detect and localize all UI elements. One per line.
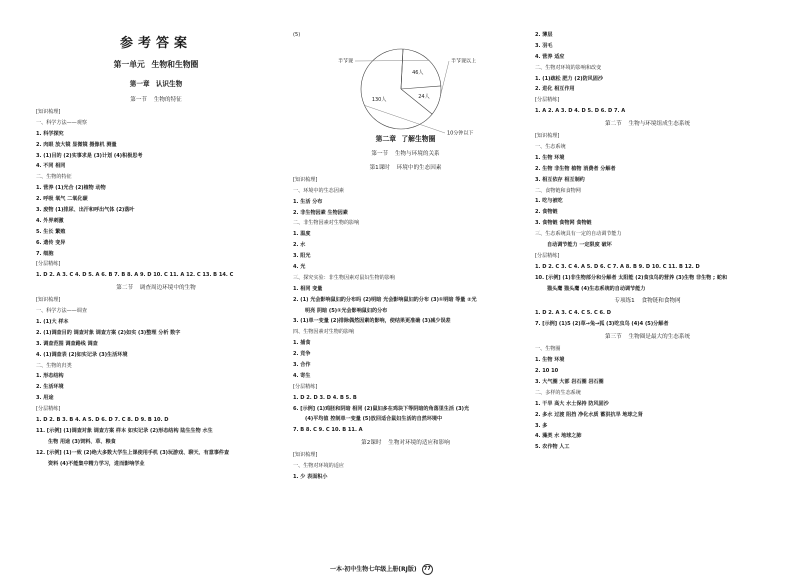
question-number: (5) [293,32,301,38]
answer-line: 2. 食物链 [535,209,558,216]
pie-slice-edge [401,89,432,114]
answer-line: [分层精练] [293,383,318,390]
answer-line: 2. 呼吸 氧气 二氧化碳 [36,196,88,203]
answer-line: 生物 用途 (3)饲料、草、粮食 [48,438,116,445]
answer-column-1 [36,30,276,470]
answer-line: 1. 相同 变量 [293,285,323,292]
answer-line: 二、生物的归类 [36,362,72,369]
answer-line: 2. 10 10 [535,368,559,375]
pie-chart-svg [293,41,518,137]
chapter-title: 第一章 认识生物 [129,80,183,88]
answer-line: 一、环境中的生态因素 [293,187,344,194]
answer-line: 2. 多水 过渡 阻挡 净化水质 蓄洪抗旱 地球之肾 [535,411,643,418]
section-lines [36,295,276,469]
pie-chart [293,41,518,137]
answer-line: 3. 多 [535,422,548,429]
pie-slice-edge [401,49,403,89]
answer-line: 1. 捕食 [293,340,311,347]
answer-line: 7. B 8. C 9. C 10. B 11. A [293,427,363,434]
answer-line: 3. (1)单一变量 (2)排除偶然因素的影响，使结果更准确 (3)减少误差 [293,318,451,325]
answer-line: 四、生物因素对生物的影响 [293,329,355,336]
answer-line: 3. 阳光 [293,253,311,260]
section-title: 第二节 调查周边环境中的生物 [116,285,196,292]
section-lines [535,30,760,117]
answer-line: 2. (1) 光会影响鼠妇的分布吗 (2)明暗 光会影响鼠妇的分布 (3)①明暗 等量 ②光 [293,296,477,303]
answer-line: 1. 形态结构 [36,373,64,380]
answer-line: 4. (1)调查表 (2)如实记录 (3)生活环境 [36,351,128,358]
answer-line: 1. 生物 环境 [535,357,565,364]
answer-line: 11. [示例] (1)调查对象 调查方案 样本 如实记录 (2)形态结构 陆生生物 水生 [36,427,213,434]
special-practice-title: 专项练1 食物链和食物网 [614,298,681,305]
answer-line: 二、生物对环境的影响和改变 [535,64,602,71]
main-title: 参考答案 [119,36,192,51]
answer-line: 猫头鹰 猫头鹰 (4)生态系统的自动调节能力 [547,285,646,292]
answer-line: 1. D 2. A 3. C 4. D 5. A 6. B 7. B 8. A 9. D 10. C 11. A 12. C 13. B 14. C [36,272,234,279]
pie-leader-line [439,61,449,101]
answer-line: 3. 废物 (1)排尿、出汗和呼出气体 (2)落叶 [36,207,135,214]
answer-line: 二、生物的特征 [36,174,72,181]
answer-line: 一、科学方法——观察 [36,119,87,126]
answer-line: 2. 薄层 [535,32,553,38]
answer-line: 二、多样的生态系统 [535,389,581,396]
pie-category-label: 10分钟以下 [447,130,474,137]
answer-line: 一、生物对环境的适应 [293,463,344,470]
unit-title: 第一单元 生物和生物圈 [113,60,199,69]
answer-line: 1. 生活 分布 [293,198,323,205]
answer-line: 1. D 2. D 3. D 4. B 5. B [293,394,357,401]
answer-line: 一、生物圈 [535,346,561,353]
answer-line: 1. 吃与被吃 [535,198,563,205]
answer-line: (4)平均值 控制单一变量 (5)放回适合鼠妇生活的自然环境中 [305,416,443,423]
answer-line: 4. 营养 适应 [535,53,565,60]
answer-line: 2. 非生物因素 生物因素 [293,209,348,216]
section-lines [535,344,760,453]
book-title: 一本·初中生物七年级上册(RJ版) [330,566,417,573]
answer-line: 3. 合作 [293,362,311,369]
answer-line: 2. 生物 非生物 植物 消费者 分解者 [535,165,616,172]
answer-line: 3. 用途 [36,395,54,402]
answer-line: 1. 科学探究 [36,130,64,137]
answer-line: 2. (1)调查目的 调查对象 调查方案 (2)如实 (3)整理 分析 数字 [36,329,181,336]
answer-line: [知识梳理] [293,176,318,183]
pie-category-label: 半节课 [337,58,353,65]
pie-slice-edge [401,86,441,89]
answer-line: 二、食物链和食物网 [535,187,581,194]
pie-data-label: 24人 [418,94,430,101]
answer-line: 1. 营养 (1)光合 (2)植物 动物 [36,185,106,192]
answer-line: 二、非生物因素对生物的影响 [293,220,360,227]
answer-line: 1. D 2. C 3. C 4. A 5. D 6. C 7. A 8. B 9. D 10. C 11. B 12. D [535,263,700,270]
answer-line: 4. 外界刺激 [36,217,64,224]
answer-line: 4. 藻类 水 地球之肺 [535,433,582,440]
answer-line: 6. [示例] (1)鸡胚和阴暗 相同 (2)鼠妇多在鸡块下等阴暗的角落里生活 (3)光 [293,405,470,412]
answer-line: 1. 少 表面积小 [293,474,328,481]
section-title: 第一节 生物与环境的关系 [371,150,440,157]
answer-line: 三、生态系统具有一定的自动调节能力 [535,231,622,238]
section-lines [293,450,518,483]
answer-line: 1. (1)疏松 肥力 (2)防风固沙 [535,75,603,82]
answer-line: 1. 干旱 高大 水土保持 防风固沙 [535,400,609,407]
section-lines [293,175,518,436]
answer-line: 3. 羽毛 [535,42,553,49]
answer-line: 三、探究实验：非生物因素对鼠妇生物的影响 [293,274,395,281]
answer-line: 1. (1)大 样本 [36,319,69,326]
answer-line: 5. 生长 繁殖 [36,228,66,235]
answer-line: 3. (1)目的 (2)实事求是 (3)计划 (4)积极思考 [36,152,143,159]
pie-data-label: 130人 [371,96,387,103]
pie-leader-line [355,60,429,61]
answer-line: 2. 进化 相互作用 [535,86,575,93]
lesson-title: 第1课时 环境中的生态因素 [369,164,442,171]
answer-line: 1. D 2. B 3. B 4. A 5. D 6. D 7. C 8. D 9. B 10. D [36,417,169,424]
answer-line: 1. 生物 环境 [535,154,565,161]
section-lines [535,131,760,294]
answer-line: [分层精练] [535,97,560,104]
answer-line: 一、生态系统 [535,144,566,151]
section-title: 第一节 生物的特征 [130,97,182,103]
answer-line: [知识梳理] [36,297,61,304]
answer-line: 1. D 2. A 3. C 4. C 5. C 6. D [535,310,611,317]
answer-line: [知识梳理] [535,133,560,140]
answer-line: 5. 农作物 人工 [535,444,570,451]
answer-line: 3. 调查范围 调查路线 调查 [36,340,98,347]
answer-line: 一、科学方法——调查 [36,308,87,315]
answer-line: 3. 食物链 食物网 食物链 [535,220,592,227]
answer-line: 1. 温度 [293,231,311,238]
section-lines [36,107,276,281]
section-title: 第三节 生物圈是最大的生态系统 [604,334,691,341]
pie-category-label: 半节课以上 [451,58,477,65]
answer-line: [分层精练] [36,261,61,268]
answer-line: 10. [示例] (1)非生物部分和分解者 太阳能 (2)食虫鸟的营养 (3)生物 非生物 ; 蛇和 [535,274,728,281]
answer-column-3 [535,30,760,453]
answer-line: 2. 水 [293,242,306,249]
pie-data-label: 46人 [412,69,424,76]
answer-line: 2. 肉眼 放大镜 显微镜 摄像机 测量 [36,141,117,148]
answer-line: 4. 光 [293,264,306,271]
answer-line: 3. 大气圈 大部 岩石圈 岩石圈 [535,378,604,385]
answer-line: 6. 遗传 变异 [36,239,66,246]
answer-line: [分层精练] [535,252,560,259]
answer-line: 2. 生活环境 [36,384,64,391]
answer-line: 2. 竞争 [293,351,311,358]
answer-line: 12. [示例] (1)一致 (2)绝大多数大学生上课使用手机 (3)玩游戏、聊天、有意事件查 [36,449,230,456]
answer-line: 3. 相互依存 相互制约 [535,176,585,183]
answer-line: 7. [示例] (1)5 (2)草→兔→狐 (3)吃虫鸟 (4)4 (5)分解者 [535,321,669,328]
lesson-title: 第2课时 生物对环境的适应和影响 [361,440,450,447]
answer-line: 1. A 2. A 3. D 4. D 5. D 6. D 7. A [535,108,626,115]
answer-line: [知识梳理] [36,109,61,115]
answer-line: 资料 (4)不能集中精力学习，进而影响学业 [48,460,145,467]
page-footer [330,564,433,575]
answer-column-2 [293,30,518,483]
answer-line: 7. 细胞 [36,250,54,257]
section-lines [535,308,760,330]
answer-line: 自动调节能力 一定限度 破坏 [547,242,612,249]
section-title: 第二节 生物与环境组成生态系统 [604,121,691,128]
chapter-title: 第二章 了解生物圈 [375,134,436,143]
answer-line: 4. 寄生 [293,372,311,379]
answer-line: 4. 不同 相同 [36,163,66,170]
answer-line: [知识梳理] [293,452,318,459]
answer-line: 明亮 阴暗 (5)①光会影响鼠妇的分布 [305,307,388,314]
answer-line: [分层精练] [36,406,61,413]
page-number: 77 [422,564,433,575]
